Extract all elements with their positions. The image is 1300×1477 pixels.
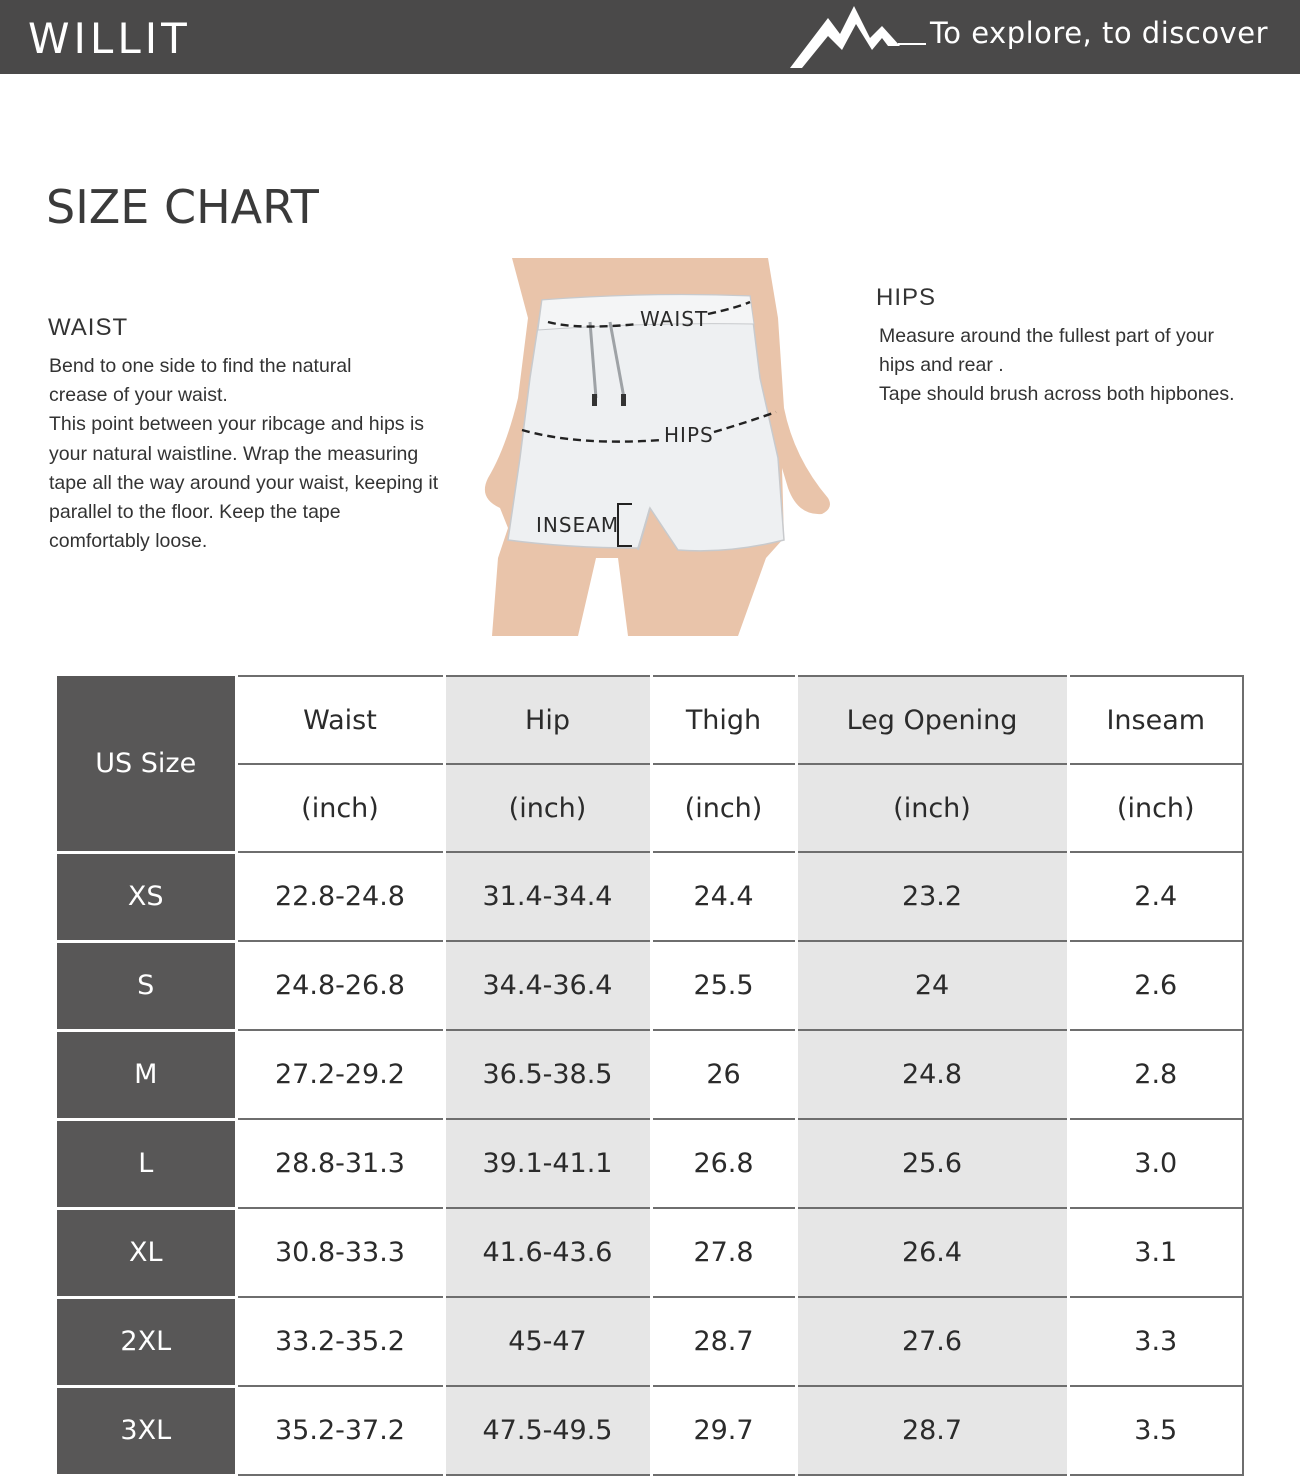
column-header: Thigh: [651, 676, 796, 764]
table-cell: 22.8-24.8: [236, 852, 444, 941]
table-cell: 2.4: [1068, 852, 1243, 941]
size-cell: XL: [57, 1208, 236, 1297]
table-cell: 2.6: [1068, 941, 1243, 1030]
hips-description: [879, 322, 1279, 410]
mountain-logo-icon: [788, 4, 928, 70]
brand-logo: WILLIT: [28, 14, 191, 63]
table-cell: 25.5: [651, 941, 796, 1030]
waist-line: This point between your ribcage and hips is: [49, 413, 425, 436]
table-row: [57, 1030, 1243, 1119]
table-cell: 29.7: [651, 1386, 796, 1475]
size-cell: S: [57, 941, 236, 1030]
waist-line: parallel to the floor. Keep the tape: [49, 501, 341, 524]
column-unit: (inch): [651, 764, 796, 852]
page-title: SIZE CHART: [46, 180, 319, 234]
table-cell: 3.0: [1068, 1119, 1243, 1208]
table-cell: 3.5: [1068, 1386, 1243, 1475]
table-cell: 24.8: [796, 1030, 1068, 1119]
size-cell: XS: [57, 852, 236, 941]
table-row: [57, 1386, 1243, 1475]
table-cell: 3.1: [1068, 1208, 1243, 1297]
waist-line: Bend to one side to find the natural: [49, 355, 352, 377]
table-cell: 28.8-31.3: [236, 1119, 444, 1208]
table-cell: 23.2: [796, 852, 1068, 941]
tagline: To explore, to discover: [929, 16, 1268, 50]
table-cell: 47.5-49.5: [444, 1386, 651, 1475]
table-cell: 2.8: [1068, 1030, 1243, 1119]
table-cell: 24.4: [651, 852, 796, 941]
table-cell: 41.6-43.6: [444, 1208, 651, 1297]
waist-description: [49, 352, 474, 556]
table-cell: 28.7: [651, 1297, 796, 1386]
table-cell: 34.4-36.4: [444, 941, 651, 1030]
waist-line: tape all the way around your waist, keeping it: [49, 471, 439, 494]
column-header: Waist: [236, 676, 444, 764]
shorts-measurement-figure: [478, 258, 843, 636]
table-cell: 35.2-37.2: [236, 1386, 444, 1475]
hips-line: Measure around the fullest part of your: [879, 325, 1214, 347]
column-header: Hip: [444, 676, 651, 764]
table-cell: 26: [651, 1030, 796, 1119]
waist-heading: WAIST: [48, 314, 129, 341]
table-cell: 36.5-38.5: [444, 1030, 651, 1119]
column-unit: (inch): [236, 764, 444, 852]
table-cell: 26.8: [651, 1119, 796, 1208]
size-cell: 2XL: [57, 1297, 236, 1386]
column-header: Inseam: [1068, 676, 1243, 764]
header-bar: [0, 0, 1300, 74]
size-cell: M: [57, 1030, 236, 1119]
column-unit: (inch): [444, 764, 651, 852]
table-cell: 24: [796, 941, 1068, 1030]
table-cell: 28.7: [796, 1386, 1068, 1475]
table-cell: 33.2-35.2: [236, 1297, 444, 1386]
column-unit: (inch): [796, 764, 1068, 852]
size-cell: L: [57, 1119, 236, 1208]
hips-line: Tape should brush across both hipbones.: [879, 383, 1235, 406]
waist-line: your natural waistline. Wrap the measuring: [49, 442, 419, 465]
table-cell: 25.6: [796, 1119, 1068, 1208]
table-cell: 39.1-41.1: [444, 1119, 651, 1208]
column-header: Leg Opening: [796, 676, 1068, 764]
table-row: [57, 852, 1243, 941]
table-cell: 31.4-34.4: [444, 852, 651, 941]
table-cell: 45-47: [444, 1297, 651, 1386]
table-cell: 27.6: [796, 1297, 1068, 1386]
table-cell: 3.3: [1068, 1297, 1243, 1386]
waist-line: crease of your waist.: [49, 384, 228, 407]
column-unit: (inch): [1068, 764, 1243, 852]
size-cell: 3XL: [57, 1386, 236, 1475]
table-row: [57, 1297, 1243, 1386]
figure-inseam-label: INSEAM: [536, 513, 620, 537]
size-column-header: US Size: [57, 676, 236, 852]
size-table: [57, 675, 1244, 1477]
table-header-row: [57, 676, 1243, 764]
table-cell: 26.4: [796, 1208, 1068, 1297]
table-row: [57, 941, 1243, 1030]
table-cell: 27.2-29.2: [236, 1030, 444, 1119]
figure-hips-label: HIPS: [664, 423, 714, 447]
table-row: [57, 1119, 1243, 1208]
hips-heading: HIPS: [876, 284, 937, 311]
hips-line: hips and rear .: [879, 354, 1004, 377]
table-cell: 30.8-33.3: [236, 1208, 444, 1297]
table-cell: 27.8: [651, 1208, 796, 1297]
figure-waist-label: WAIST: [640, 307, 709, 331]
waist-line: comfortably loose.: [49, 530, 208, 553]
table-row: [57, 1208, 1243, 1297]
table-cell: 24.8-26.8: [236, 941, 444, 1030]
